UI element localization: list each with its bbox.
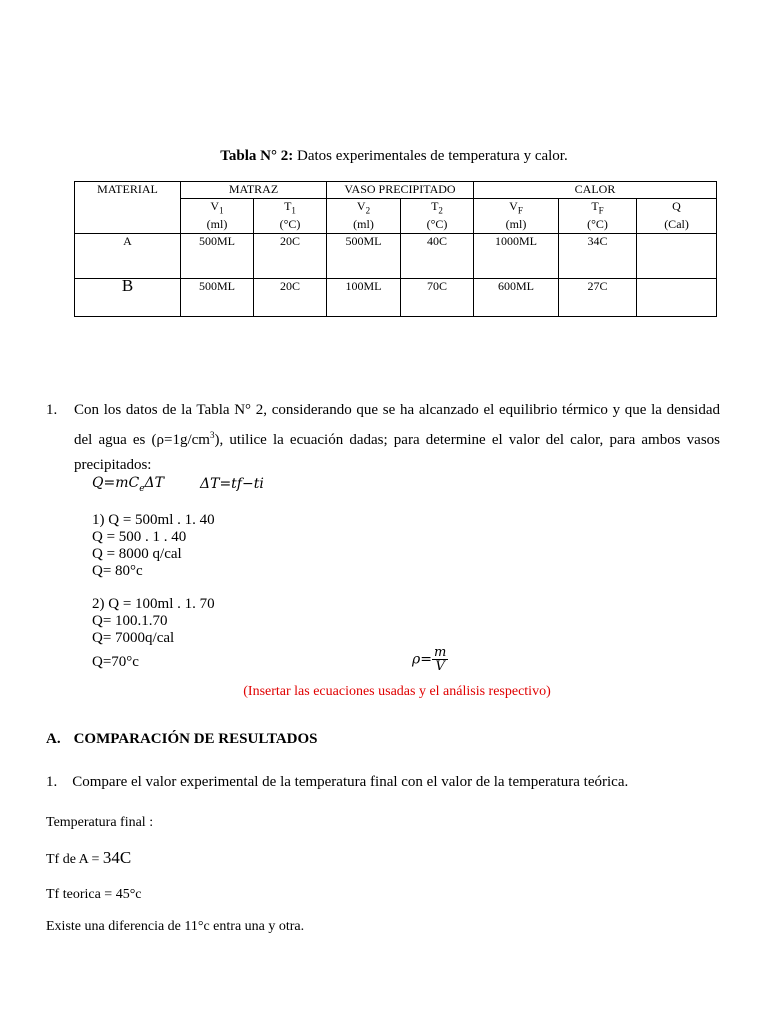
column-header: $T_1$ (°C) [254,199,327,234]
column-header: $V_1$ (ml) [181,199,254,234]
table-title-text: Datos experimentales de temperatura y calor. [293,148,568,164]
calc-line: Q = 8000 q/cal [92,546,182,562]
calculation-1 [92,512,215,580]
table-cell: 34C [559,234,637,279]
heat-formula: $Q=mC_e\Delta T$ [92,475,164,494]
row-material: A [75,234,181,279]
question-number: 1. [46,402,58,418]
calc-line: Q= 7000q/cal [92,630,175,646]
table-title-label: Tabla N° 2: [220,148,294,164]
temp-final-label: Temperatura final : [46,815,154,830]
question-1 [46,398,720,478]
calc-line: Q= 80°c [92,563,143,579]
column-header: $V_F$ (ml) [474,199,559,234]
group-header-vaso: VASO PRECIPITADO [327,182,474,199]
table-row [75,279,717,317]
table-cell: 20C [254,279,327,317]
table-cell: 500ML [327,234,401,279]
question-text: Con los datos de la Tabla N° 2, considerando que se ha alcanzado el equilibrio térmico y que la densidad del agua es $(\rho=1g/cm^3)$, utilice la ecuación dadas; para determine el valor del calor, para ambos vasos precipitados: [74,402,721,473]
table-cell: 500ML [181,279,254,317]
group-header-calor: CALOR [474,182,717,199]
experimental-data-table [74,181,717,317]
difference-statement: Existe una diferencia de 11°c entra una y otra. [46,919,305,934]
table-cell: 600ML [474,279,559,317]
tf-teorica: Tf teorica = 45°c [46,887,142,902]
tf-a-line: Tf de A = 34C [46,848,132,867]
calc-line: 2) Q = 100ml . 1. 70 [92,596,215,612]
column-header: $T_F$ (°C) [559,199,637,234]
table-title [0,148,768,165]
question-text: Compare el valor experimental de la temperatura final con el valor de la temperatura teórica. [72,774,629,790]
table-cell: 70C [401,279,474,317]
table-cell: 1000ML [474,234,559,279]
question-number: 1. [46,774,58,790]
calc-line: Q= 100.1.70 [92,613,168,629]
column-header: $T_2$ (°C) [401,199,474,234]
density-formula: ρ= $\frac{m}{V}$ [412,645,447,674]
table-cell [637,234,717,279]
calculation-2 [92,596,215,647]
delta-t-formula: ΔT=tf−ti [200,476,264,492]
row-material: B [75,279,181,317]
table-cell: 100ML [327,279,401,317]
table-cell: 500ML [181,234,254,279]
instruction-note: (Insertar las ecuaciones usadas y el análisis respectivo) [243,684,551,699]
table-cell [637,279,717,317]
section-heading: A. COMPARACIÓN DE RESULTADOS [46,731,318,747]
group-header-matraz: MATRAZ [181,182,327,199]
table-row [75,234,717,279]
material-header: MATERIAL [75,182,181,234]
table-cell: 20C [254,234,327,279]
calc-line: Q = 500 . 1 . 40 [92,529,187,545]
table-cell: 27C [559,279,637,317]
column-header: Q (Cal) [637,199,717,234]
calc-line: 1) Q = 500ml . 1. 40 [92,512,215,528]
table-cell: 40C [401,234,474,279]
column-header: $V_2$ (ml) [327,199,401,234]
calc-line: Q=70°c [92,654,139,670]
question-2 [46,774,628,791]
